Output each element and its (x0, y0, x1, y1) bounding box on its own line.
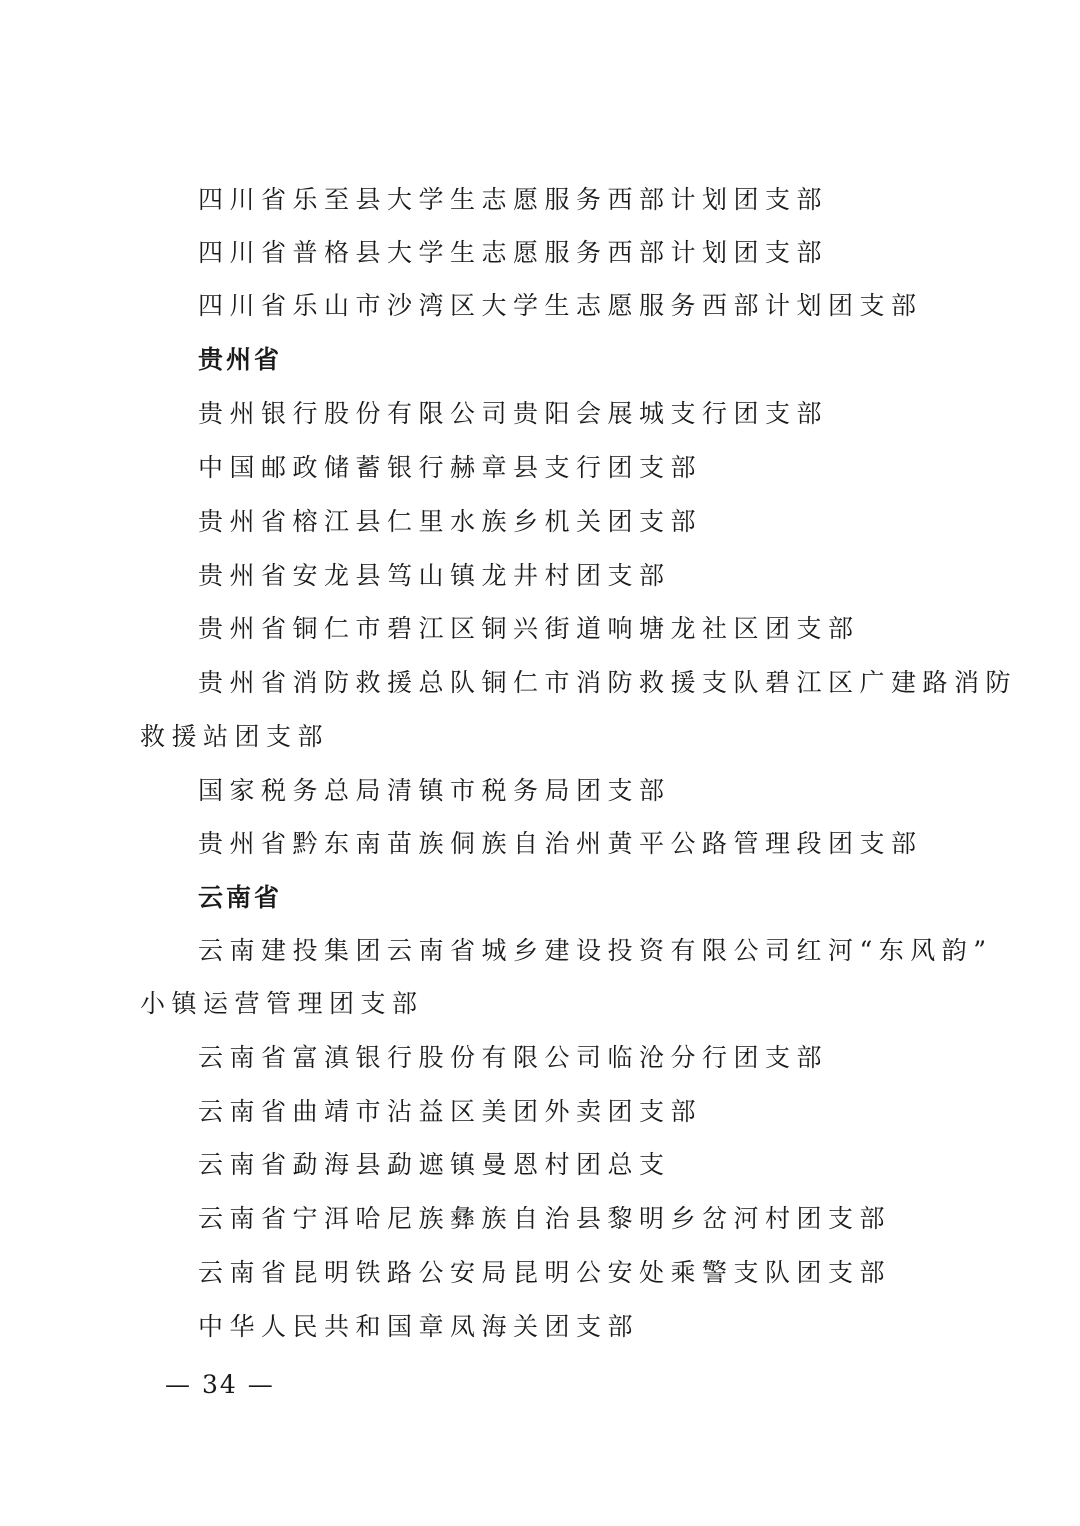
list-item: 贵州省榕江县仁里水族乡机关团支部 (198, 507, 703, 536)
list-item: 四川省乐至县大学生志愿服务西部计划团支部 (198, 185, 829, 214)
list-item: 贵州银行股份有限公司贵阳会展城支行团支部 (198, 399, 829, 428)
list-item: 贵州省安龙县笃山镇龙井村团支部 (198, 561, 671, 590)
list-item: 四川省普格县大学生志愿服务西部计划团支部 (198, 238, 829, 267)
list-item-continuation: 小镇运营管理团支部 (140, 989, 424, 1018)
list-item: 贵州省铜仁市碧江区铜兴街道响塘龙社区团支部 (198, 614, 860, 643)
page-number: — 34 — (165, 1370, 275, 1399)
list-item: 四川省乐山市沙湾区大学生志愿服务西部计划团支部 (198, 291, 923, 320)
list-item: 中华人民共和国章凤海关团支部 (198, 1312, 640, 1341)
list-item: 云南省富滇银行股份有限公司临沧分行团支部 (198, 1043, 829, 1072)
list-item: 贵州省消防救援总队铜仁市消防救援支队碧江区广建路消防 (198, 668, 1018, 697)
list-item: 国家税务总局清镇市税务局团支部 (198, 776, 671, 805)
list-item: 中国邮政储蓄银行赫章县支行团支部 (198, 453, 703, 482)
list-item: 云南省曲靖市沾益区美团外卖团支部 (198, 1097, 703, 1126)
list-item-continuation: 救援站团支部 (140, 722, 330, 751)
list-item: 云南省勐海县勐遮镇曼恩村团总支 (198, 1150, 671, 1179)
list-item: 云南省宁洱哈尼族彝族自治县黎明乡岔河村团支部 (198, 1204, 892, 1233)
province-heading: 贵州省 (198, 345, 283, 374)
list-item: 云南建投集团云南省城乡建设投资有限公司红河“东风韵” (198, 936, 993, 965)
list-item: 云南省昆明铁路公安局昆明公安处乘警支队团支部 (198, 1258, 892, 1287)
province-heading: 云南省 (198, 883, 283, 912)
list-item: 贵州省黔东南苗族侗族自治州黄平公路管理段团支部 (198, 829, 923, 858)
